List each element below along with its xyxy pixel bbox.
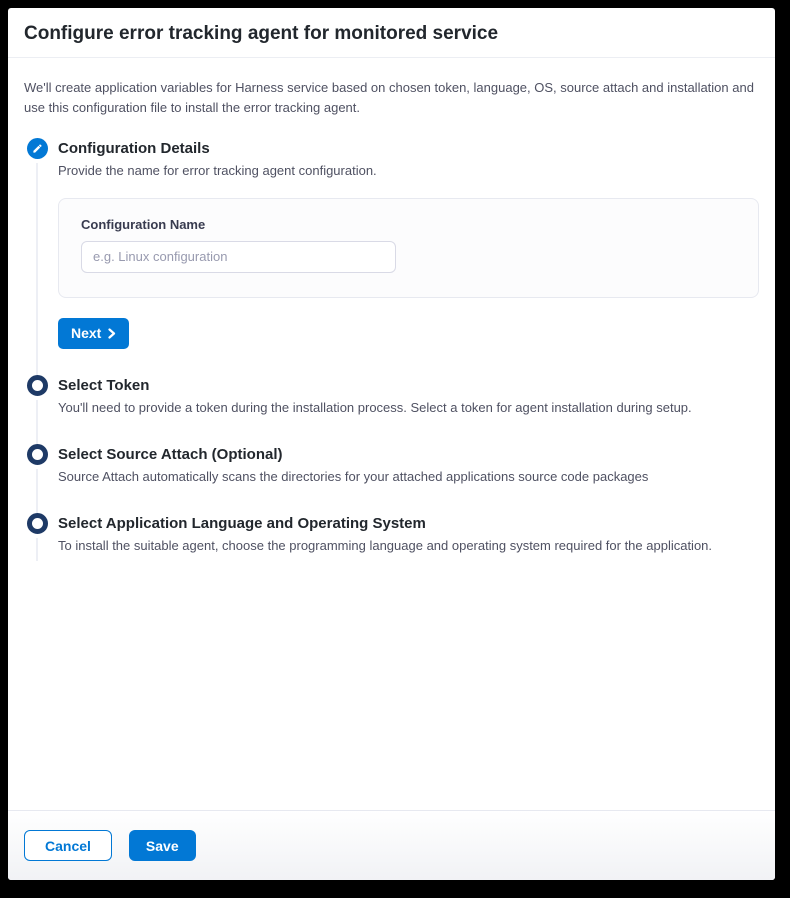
config-name-label: Configuration Name (81, 216, 206, 232)
stepper-connector-line (36, 400, 38, 445)
configure-agent-dialog (8, 8, 775, 880)
page-title: Configure error tracking agent for monitored service (24, 23, 499, 44)
intro-text: We'll create application variables for Harness service based on chosen token, language, OS, source attach and installation and use this configuration file to install the error tracking agent. (24, 79, 754, 115)
step-description: To install the suitable agent, choose the programming language and operating system required for the application. (58, 537, 713, 553)
dialog-footer (8, 810, 775, 880)
step-description: You'll need to provide a token during the installation process. Select a token for agent installation during setup. (58, 399, 692, 415)
step-title: Select Token (58, 376, 150, 394)
configuration-card (58, 198, 759, 298)
dialog-header (8, 8, 775, 58)
cancel-button[interactable]: Cancel (24, 830, 112, 861)
circle-step-icon (27, 513, 48, 534)
step-select-token (24, 376, 759, 418)
config-name-input[interactable] (81, 241, 396, 273)
step-configuration-details (24, 139, 759, 349)
save-button[interactable]: Save (129, 830, 196, 861)
stepper-connector-line (36, 163, 38, 376)
step-description: Provide the name for error tracking agent configuration. (58, 162, 377, 178)
next-button-label: Next (71, 325, 102, 342)
circle-step-icon (27, 375, 48, 396)
circle-step-icon (27, 444, 48, 465)
stepper-connector-line (36, 469, 38, 514)
step-title: Select Application Language and Operating System (58, 514, 426, 532)
step-title: Configuration Details (58, 139, 210, 157)
dialog-body (8, 58, 775, 556)
pencil-icon (27, 138, 48, 159)
chevron-right-icon (108, 326, 116, 342)
next-row (58, 318, 759, 349)
step-title: Select Source Attach (Optional) (58, 445, 283, 463)
step-select-source-attach (24, 445, 759, 487)
stepper-connector-line (36, 538, 38, 562)
next-button[interactable] (58, 318, 129, 349)
step-description: Source Attach automatically scans the directories for your attached applications source code packages (58, 468, 649, 484)
step-select-language-os (24, 514, 759, 556)
